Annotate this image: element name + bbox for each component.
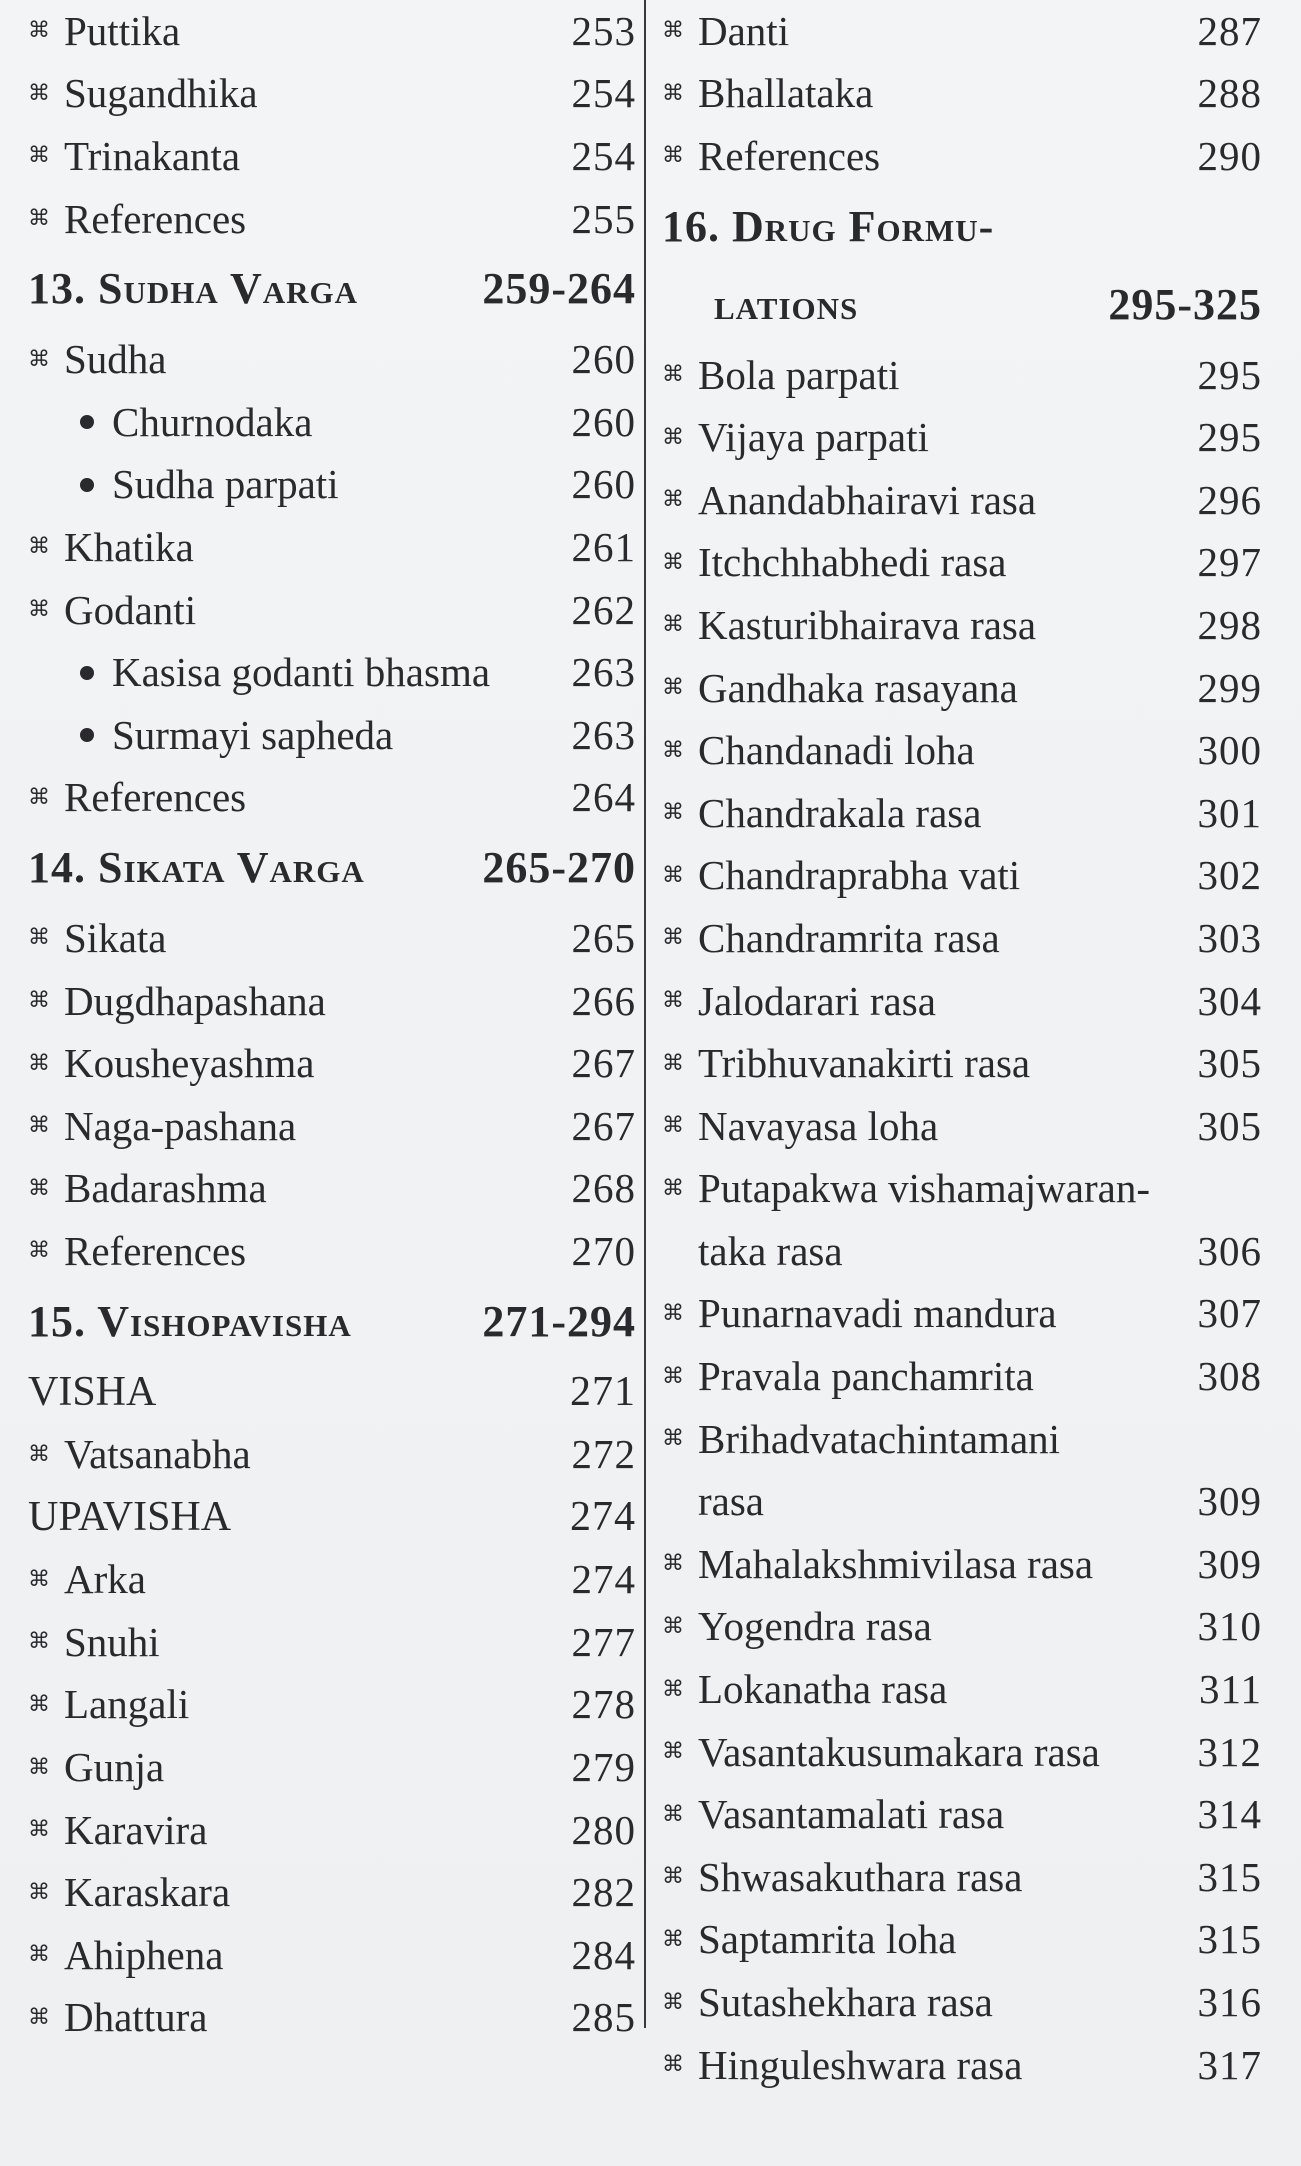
section-title: 15. Vishopavisha: [28, 1296, 352, 1346]
index-entry-references: [28, 188, 636, 251]
bullet-icon: ⌘: [28, 1566, 50, 1592]
index-entry-references: [28, 1220, 636, 1283]
index-entry-chandanadi-loha: [662, 719, 1262, 782]
index-entry-vasantamalati-rasa: [662, 1783, 1262, 1846]
page-number: 315: [1197, 1916, 1262, 1963]
index-entry-dhattura: [28, 1987, 636, 2050]
index-entry-vasantakusumakara-rasa: [662, 1721, 1262, 1784]
index-entry-yogendra-rasa: [662, 1596, 1262, 1659]
index-left-column: [28, 0, 636, 2049]
page-number: 253: [571, 7, 636, 54]
page-number: 302: [1197, 852, 1262, 899]
bullet-icon: ⌘: [662, 1926, 684, 1952]
page-number: 267: [571, 1102, 636, 1149]
page-number: 262: [571, 586, 636, 633]
index-entry-sudha: [28, 328, 636, 391]
page-number: 265: [571, 914, 636, 961]
page-number: 316: [1197, 1979, 1262, 2026]
bullet-icon: ⌘: [662, 80, 684, 106]
index-entry-snuhi: [28, 1611, 636, 1674]
entry-label: Karavira: [64, 1806, 208, 1853]
entry-label: Mahalakshmivilasa rasa: [698, 1540, 1094, 1587]
index-entry-godanti: [28, 579, 636, 642]
page-number: 270: [571, 1227, 636, 1274]
entry-label: Tribhuvanakirti rasa: [698, 1040, 1031, 1087]
entry-label: Karaskara: [64, 1869, 231, 1916]
bullet-icon: ⌘: [662, 487, 684, 513]
index-group-visha: [28, 1361, 636, 1424]
page-number: 279: [571, 1744, 636, 1791]
entry-label: Chandrakala rasa: [698, 789, 982, 836]
bullet-icon: ⌘: [662, 1363, 684, 1389]
page-number: 254: [571, 70, 636, 117]
page-number: 307: [1197, 1290, 1262, 1337]
index-entry-references: [28, 767, 636, 830]
bullet-icon: ⌘: [28, 597, 50, 623]
bullet-icon: ⌘: [28, 206, 50, 232]
entry-label: Vasantakusumakara rasa: [698, 1728, 1100, 1775]
bullet-icon: ⌘: [662, 1613, 684, 1639]
page-number: 305: [1197, 1102, 1262, 1149]
bullet-icon: ⌘: [662, 988, 684, 1014]
page-number: 295-325: [1108, 279, 1262, 329]
entry-label: Sugandhika: [64, 70, 258, 117]
index-entry-gunja: [28, 1736, 636, 1799]
index-entry-bola-parpati: [662, 344, 1262, 407]
index-right-column: [662, 0, 1262, 2096]
index-subentry-sudha-parpati: [28, 454, 636, 517]
entry-label: Dugdhapashana: [64, 977, 326, 1024]
page-number: 274: [571, 1556, 636, 1603]
index-entry-lokanatha-rasa: [662, 1658, 1262, 1721]
bullet-icon: ⌘: [28, 1942, 50, 1968]
entry-label: Chandanadi loha: [698, 727, 975, 774]
entry-label: Dhattura: [64, 1994, 208, 2041]
entry-label: Putapakwa vishamajwaran-: [698, 1165, 1150, 1212]
bullet-icon: ⌘: [662, 1551, 684, 1577]
index-entry-pravala-panchamrita: [662, 1345, 1262, 1408]
page-number: 317: [1197, 2041, 1262, 2088]
index-entry-chandrakala-rasa: [662, 782, 1262, 845]
entry-label: Kasturibhairava rasa: [698, 601, 1037, 648]
bullet-icon: ⌘: [28, 925, 50, 951]
section-heading-16-drug-formu: [662, 188, 1262, 266]
index-subentry-surmayi-sapheda: [28, 704, 636, 767]
page-number: 309: [1197, 1478, 1262, 1525]
index-entry-sugandhika: [28, 63, 636, 126]
section-heading-continued: [662, 266, 1262, 344]
entry-label: Jalodarari rasa: [698, 977, 936, 1024]
page-number: 297: [1197, 539, 1262, 586]
index-entry-gandhaka-rasayana: [662, 657, 1262, 720]
page-number: 278: [571, 1681, 636, 1728]
index-entry-bhallataka: [662, 63, 1262, 126]
index-entry-continued: [662, 1220, 1262, 1283]
section-title-continued: lations: [714, 279, 859, 329]
entry-label: Sikata: [64, 914, 167, 961]
page-number: 271-294: [482, 1296, 636, 1346]
index-entry-mahalakshmivilasa-rasa: [662, 1533, 1262, 1596]
bullet-icon: ⌘: [28, 1113, 50, 1139]
index-entry-navayasa-loha: [662, 1095, 1262, 1158]
page-number: 285: [571, 1994, 636, 2041]
page-number: 296: [1197, 476, 1262, 523]
entry-label: References: [64, 1227, 247, 1274]
bullet-icon: ⌘: [662, 1050, 684, 1076]
page-number: 301: [1197, 789, 1262, 836]
bullet-icon: ⌘: [662, 2052, 684, 2078]
bullet-icon: ⌘: [662, 675, 684, 701]
page-number: 260: [571, 336, 636, 383]
bullet-icon: ⌘: [662, 862, 684, 888]
entry-label: Vijaya parpati: [698, 414, 929, 461]
index-entry-kousheyashma: [28, 1032, 636, 1095]
index-entry-tribhuvanakirti-rasa: [662, 1032, 1262, 1095]
entry-label-continued: taka rasa: [698, 1227, 843, 1274]
index-entry-kasturibhairava-rasa: [662, 594, 1262, 657]
bullet-icon: ⌘: [28, 1879, 50, 1905]
index-entry-punarnavadi-mandura: [662, 1283, 1262, 1346]
bullet-icon: ⌘: [28, 143, 50, 169]
page-number: 259-264: [482, 264, 636, 314]
index-entry-karavira: [28, 1799, 636, 1862]
page-number: 260: [571, 398, 636, 445]
entry-label: Anandabhairavi rasa: [698, 476, 1037, 523]
entry-label: Snuhi: [64, 1618, 160, 1665]
entry-label: Badarashma: [64, 1165, 267, 1212]
subentry-label: Churnodaka: [112, 398, 313, 445]
page-number: 304: [1197, 977, 1262, 1024]
entry-label: Navayasa loha: [698, 1102, 939, 1149]
page-number: 299: [1197, 664, 1262, 711]
bullet-icon: ⌘: [662, 549, 684, 575]
page-number: 308: [1197, 1353, 1262, 1400]
entry-label: Arka: [64, 1556, 146, 1603]
index-entry-anandabhairavi-rasa: [662, 469, 1262, 532]
section-title: 16. Drug Formu-: [662, 201, 995, 251]
entry-label: Vatsanabha: [64, 1431, 251, 1478]
section-heading-15-vishopavisha: [28, 1283, 636, 1361]
index-entry-itchchhabhedi-rasa: [662, 532, 1262, 595]
entry-label: Gandhaka rasayana: [698, 664, 1018, 711]
entry-label: Bola parpati: [698, 351, 900, 398]
page-number: 310: [1197, 1603, 1262, 1650]
bullet-icon: ⌘: [662, 18, 684, 44]
entry-label: Itchchhabhedi rasa: [698, 539, 1007, 586]
bullet-icon: ⌘: [28, 1754, 50, 1780]
index-entry-continued: [662, 1470, 1262, 1533]
entry-label: References: [64, 195, 247, 242]
entry-label: Vasantamalati rasa: [698, 1791, 1005, 1838]
entry-label: Brihadvatachintamani: [698, 1415, 1061, 1462]
page-number: 309: [1197, 1540, 1262, 1587]
bullet-icon: ⌘: [28, 1175, 50, 1201]
index-entry-brihadvatachintamani: [662, 1408, 1262, 1471]
page-number: 266: [571, 977, 636, 1024]
page-number: 263: [571, 711, 636, 758]
index-entry-langali: [28, 1674, 636, 1737]
bullet-icon: ⌘: [28, 1629, 50, 1655]
section-heading-13-sudha-varga: [28, 250, 636, 328]
group-label: VISHA: [28, 1368, 157, 1415]
entry-label: Gunja: [64, 1744, 165, 1791]
entry-label: Saptamrita loha: [698, 1916, 957, 1963]
index-entry-arka: [28, 1548, 636, 1611]
index-entry-khatika: [28, 516, 636, 579]
entry-label: Shwasakuthara rasa: [698, 1853, 1023, 1900]
page-number: 314: [1197, 1791, 1262, 1838]
page-number: 305: [1197, 1040, 1262, 1087]
bullet-icon: ⌘: [28, 784, 50, 810]
entry-label: Sutashekhara rasa: [698, 1979, 993, 2026]
dot-bullet-icon: [80, 728, 94, 742]
page-number: 264: [571, 774, 636, 821]
index-entry-saptamrita-loha: [662, 1909, 1262, 1972]
page-number: 255: [571, 195, 636, 242]
bullet-icon: ⌘: [28, 2004, 50, 2030]
section-title: 14. Sikata Varga: [28, 843, 365, 893]
page-number: 311: [1199, 1666, 1262, 1713]
index-entry-chandraprabha-vati: [662, 845, 1262, 908]
entry-label: Bhallataka: [698, 70, 874, 117]
index-entry-badarashma: [28, 1158, 636, 1221]
page-number: 298: [1197, 601, 1262, 648]
entry-label: Lokanatha rasa: [698, 1666, 948, 1713]
entry-label: Kousheyashma: [64, 1040, 315, 1087]
entry-label: Khatika: [64, 523, 194, 570]
index-entry-trinakanta: [28, 125, 636, 188]
index-entry-references: [662, 125, 1262, 188]
page-number: 306: [1197, 1227, 1262, 1274]
entry-label: Chandraprabha vati: [698, 852, 1021, 899]
bullet-icon: ⌘: [662, 1426, 684, 1452]
page-number: 260: [571, 461, 636, 508]
bullet-icon: ⌘: [662, 1864, 684, 1890]
index-entry-ahiphena: [28, 1924, 636, 1987]
index-entry-vijaya-parpati: [662, 406, 1262, 469]
index-group-upavisha: [28, 1486, 636, 1549]
index-subentry-kasisa-godanti-bhasma: [28, 641, 636, 704]
page-number: 267: [571, 1040, 636, 1087]
entry-label: Chandramrita rasa: [698, 914, 1000, 961]
subentry-label: Surmayi sapheda: [112, 711, 394, 758]
entry-label: Hinguleshwara rasa: [698, 2041, 1023, 2088]
bullet-icon: ⌘: [28, 1441, 50, 1467]
bullet-icon: ⌘: [662, 737, 684, 763]
subentry-label: Sudha parpati: [112, 461, 339, 508]
index-entry-vatsanabha: [28, 1423, 636, 1486]
bullet-icon: ⌘: [28, 1238, 50, 1264]
index-subentry-churnodaka: [28, 391, 636, 454]
page-number: 274: [570, 1494, 636, 1541]
entry-label: Naga-pashana: [64, 1102, 297, 1149]
dot-bullet-icon: [80, 415, 94, 429]
bullet-icon: ⌘: [662, 1801, 684, 1827]
page-number: 254: [571, 132, 636, 179]
index-entry-sikata: [28, 907, 636, 970]
bullet-icon: ⌘: [662, 1300, 684, 1326]
index-entry-danti: [662, 0, 1262, 63]
bullet-icon: ⌘: [662, 362, 684, 388]
bullet-icon: ⌘: [28, 988, 50, 1014]
page-number: 312: [1197, 1728, 1262, 1775]
bullet-icon: ⌘: [662, 925, 684, 951]
bullet-icon: ⌘: [662, 1676, 684, 1702]
index-entry-sutashekhara-rasa: [662, 1971, 1262, 2034]
bullet-icon: ⌘: [662, 1175, 684, 1201]
page-number: 265-270: [482, 843, 636, 893]
entry-label: Pravala panchamrita: [698, 1353, 1034, 1400]
section-heading-14-sikata-varga: [28, 829, 636, 907]
page-number: 263: [571, 649, 636, 696]
column-divider: [644, 0, 646, 2028]
entry-label: Godanti: [64, 586, 197, 633]
page-number: 295: [1197, 414, 1262, 461]
index-entry-naga-pashana: [28, 1095, 636, 1158]
page-number: 303: [1197, 914, 1262, 961]
entry-label: Danti: [698, 7, 790, 54]
page-number: 290: [1197, 132, 1262, 179]
section-title: 13. Sudha Varga: [28, 264, 358, 314]
index-entry-karaskara: [28, 1861, 636, 1924]
dot-bullet-icon: [80, 666, 94, 680]
entry-label: References: [64, 774, 247, 821]
subentry-label: Kasisa godanti bhasma: [112, 649, 491, 696]
bullet-icon: ⌘: [662, 1113, 684, 1139]
bullet-icon: ⌘: [28, 1691, 50, 1717]
page-number: 272: [571, 1431, 636, 1478]
dot-bullet-icon: [80, 478, 94, 492]
bullet-icon: ⌘: [662, 424, 684, 450]
entry-label: Ahiphena: [64, 1931, 224, 1978]
page-number: 284: [571, 1931, 636, 1978]
page-number: 287: [1197, 7, 1262, 54]
index-entry-dugdhapashana: [28, 970, 636, 1033]
entry-label: Yogendra rasa: [698, 1603, 932, 1650]
entry-label: Langali: [64, 1681, 190, 1728]
page-number: 271: [570, 1368, 636, 1415]
index-entry-shwasakuthara-rasa: [662, 1846, 1262, 1909]
bullet-icon: ⌘: [28, 346, 50, 372]
page-number: 277: [571, 1618, 636, 1665]
index-entry-chandramrita-rasa: [662, 907, 1262, 970]
entry-label: Punarnavadi mandura: [698, 1290, 1057, 1337]
entry-label: Puttika: [64, 7, 181, 54]
page-number: 282: [571, 1869, 636, 1916]
index-entry-putapakwa-vishamajwaran: [662, 1158, 1262, 1221]
page-number: 261: [571, 523, 636, 570]
bullet-icon: ⌘: [662, 1989, 684, 2015]
entry-label: Sudha: [64, 336, 167, 383]
index-entry-jalodarari-rasa: [662, 970, 1262, 1033]
entry-label: References: [698, 132, 881, 179]
index-entry-hinguleshwara-rasa: [662, 2034, 1262, 2097]
page-number: 295: [1197, 351, 1262, 398]
page-number: 268: [571, 1165, 636, 1212]
page-number: 315: [1197, 1853, 1262, 1900]
bullet-icon: ⌘: [28, 1050, 50, 1076]
entry-label: Trinakanta: [64, 132, 241, 179]
bullet-icon: ⌘: [28, 18, 50, 44]
bullet-icon: ⌘: [662, 612, 684, 638]
bullet-icon: ⌘: [28, 1817, 50, 1843]
page-number: 300: [1197, 727, 1262, 774]
group-label: UPAVISHA: [28, 1494, 232, 1541]
page-number: 280: [571, 1806, 636, 1853]
entry-label-continued: rasa: [698, 1478, 765, 1525]
bullet-icon: ⌘: [662, 1739, 684, 1765]
bullet-icon: ⌘: [28, 534, 50, 560]
bullet-icon: ⌘: [28, 80, 50, 106]
bullet-icon: ⌘: [662, 143, 684, 169]
index-entry-puttika: [28, 0, 636, 63]
bullet-icon: ⌘: [662, 800, 684, 826]
page-number: 288: [1197, 70, 1262, 117]
